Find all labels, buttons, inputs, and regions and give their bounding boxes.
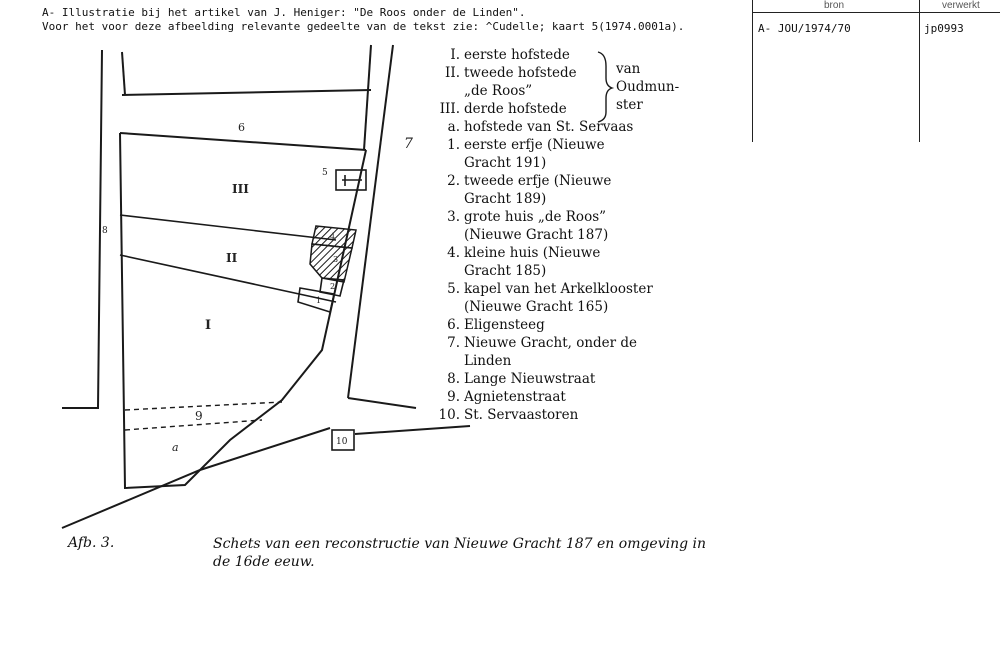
header-line-2: Voor het voor deze afbeelding relevante gedeelte van de tekst zie: ^Cudelle; kaart 5(1974.0001a). [42, 20, 685, 33]
legend-item-text: hofstede van St. Servaas [464, 119, 634, 135]
label-plot-1: 1 [316, 296, 322, 305]
legend-item-text: Gracht 185) [464, 263, 547, 279]
van-line-3: ster [616, 97, 643, 113]
legend-item-text: (Nieuwe Gracht 187) [464, 227, 609, 243]
street-7-right [348, 45, 393, 398]
label-street-9: 9 [195, 409, 203, 423]
legend-item-text: Nieuwe Gracht, onder de [464, 335, 638, 351]
street-6-upper [122, 90, 371, 95]
legend-item-number: 10. [438, 407, 460, 423]
legend-item-text: tweede hofstede [464, 65, 577, 81]
street-right-bottom [348, 398, 416, 408]
legend-item-text: kapel van het Arkelklooster [464, 281, 653, 297]
legend-item-text: grote huis „de Roos” [464, 209, 607, 225]
figure-caption: Schets van een reconstructie van Nieuwe Gracht 187 en omgeving in de 16de eeuw. [213, 536, 707, 570]
street-8-top-edge [122, 52, 125, 95]
street-6-lower [120, 133, 366, 150]
legend-item-text: St. Servaastoren [464, 407, 579, 423]
legend-item-number: I. [450, 47, 460, 63]
legend-item-text: eerste hofstede [464, 47, 570, 63]
legend-item-number: 2. [447, 173, 460, 189]
plot-3-hatched [310, 244, 352, 282]
label-hofstede-II: II [226, 251, 238, 265]
label-street-8: 8 [102, 226, 108, 236]
legend-item-text: kleine huis (Nieuwe [464, 245, 601, 261]
legend-item-number: 4. [447, 245, 460, 261]
label-plot-3: 3 [333, 255, 339, 264]
street-tower-edge [355, 426, 470, 434]
label-hofstede-a: a [172, 441, 179, 454]
legend-item-number: 9. [447, 389, 460, 405]
label-plot-5: 5 [322, 168, 328, 178]
van-line-2: Oudmun- [616, 79, 680, 95]
figure-number: Afb. 3. [68, 535, 115, 551]
legend-item-number: II. [445, 65, 460, 81]
street-lower-edge [62, 428, 330, 528]
label-hofstede-I: I [205, 318, 212, 333]
legend-item-number: a. [447, 119, 460, 135]
label-tower-10: 10 [336, 437, 348, 447]
legend-item-number: 3. [447, 209, 460, 225]
divider-III-II [120, 215, 336, 240]
legend-item-text: Linden [464, 353, 512, 369]
bron-value: A- JOU/1974/70 [758, 22, 851, 35]
legend-brace [598, 52, 612, 122]
legend-item-number: 6. [447, 317, 460, 333]
legend-item-text: „de Roos” [464, 83, 533, 99]
legend-item-text: (Nieuwe Gracht 165) [464, 299, 609, 315]
legend-item-text: Eligensteeg [464, 317, 545, 333]
legend-item-text: Gracht 191) [464, 155, 547, 171]
label-plot-4: 4 [330, 232, 336, 241]
legend-item-number: III. [439, 101, 460, 117]
col-header-verwerkt: verwerkt [942, 0, 980, 11]
legend-item-text: Gracht 189) [464, 191, 547, 207]
street-8-left-edge [62, 50, 102, 408]
legend-item-text: tweede erfje (Nieuwe [464, 173, 612, 189]
label-plot-2: 2 [330, 282, 336, 291]
street-9-dashed-bottom [125, 420, 262, 430]
label-street-7: 7 [404, 136, 413, 152]
verwerkt-value: jp0993 [924, 22, 964, 35]
label-street-6: 6 [238, 121, 245, 134]
label-hofstede-III: III [232, 182, 249, 196]
street-7-left-top [364, 45, 371, 150]
legend-item-number: 8. [447, 371, 460, 387]
legend-item-number: 7. [447, 335, 460, 351]
legend-item-text: Agnietenstraat [464, 389, 566, 405]
van-line-1: van [616, 61, 641, 77]
legend-item-text: Lange Nieuwstraat [464, 371, 596, 387]
legend-item-text: eerste erfje (Nieuwe [464, 137, 605, 153]
legend-item-text: derde hofstede [464, 101, 567, 117]
header-line-1: A- Illustratie bij het artikel van J. Heniger: "De Roos onder de Linden". [42, 6, 526, 19]
legend-item-number: 5. [447, 281, 460, 297]
col-header-bron: bron [824, 0, 845, 11]
street-9-dashed-top [125, 402, 282, 410]
legend-item-number: 1. [447, 137, 460, 153]
